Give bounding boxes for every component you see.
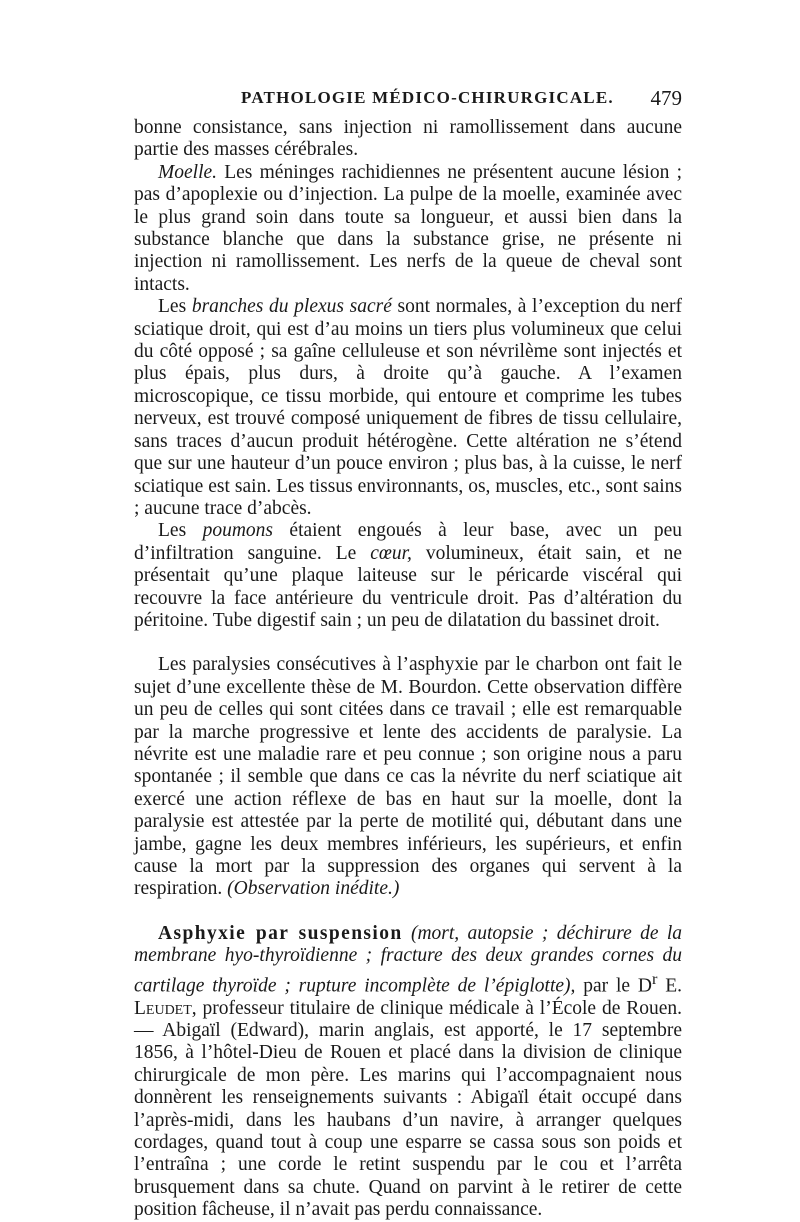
running-header (133, 88, 682, 114)
body-text (134, 117, 682, 1222)
author-name: Leudet (134, 997, 192, 1019)
paragraph-poumons: Les poumons étaient engoués à leur base, avec un peu d’infiltration sanguine. Le cœur, volumineux, était sain, et ne présentait qu’une plaque laiteuse sur le péricarde viscéral qui recouvre la face antérieure du ventricule droit. Pas d’altération du péritoine. Tube digestif sain ; un peu de dilatation du bassinet droit. (134, 520, 683, 631)
section-label-moelle: Moelle. (158, 161, 218, 183)
source-note: (Observation inédite.) (227, 878, 400, 900)
section-label-coeur: cœur, (370, 542, 412, 564)
paragraph-moelle: Moelle. Les méninges rachidiennes ne présentent aucune lésion ; pas d’apoplexie ou d’injection. La pulpe de la moelle, examinée avec le plus grand soin dans toute sa longueur, et aussi bien dans la substance blanche que dans la substance grise, ne présente ni injection ni ramollissement. Les nerfs de la queue de cheval sont intacts. (134, 161, 682, 295)
observation-subtitle: (mort, autopsie ; déchirure de la membrane hyo-thyroïdienne ; fracture des deux grandes cornes du cartilage thyroïde ; rupture incomplète de l’épiglotte), (134, 922, 682, 997)
page-number: 479 (650, 86, 682, 110)
paragraph-observation: Asphyxie par suspension (mort, autopsie ; déchirure de la membrane hyo-thyroïdienne ; fracture des deux grandes cornes du cartilage thyroïde ; rupture incomplète de l’épiglotte), par le $D^r$ E. Leudet, professeur titulaire de clinique médicale à l’École de Rouen. — Abigaïl (Edward), marin anglais, est apporté, le 17 septembre 1856, à l’hôtel-Dieu de Rouen et placé dans la division de clinique chirurgicale de mon père. Les marins qui l’accompagnaient nous donnèrent les renseignements suivants : Abigaïl était occupé dans l’après-midi, dans les haubans d’un navire, à arranger quelques cordages, quand tout à coup une esparre se cassa sous son poids et l’entraîna ; une corde le retint suspendu par le cou et l’arrêta brusquement dans sa chute. Quand on parvint à le retirer de cette position fâcheuse, il n’avait pas perdu connaissance. (134, 922, 682, 1221)
paragraph-commentary: Les paralysies consécutives à l’asphyxie par le charbon ont fait le sujet d’une excellente thèse de M. Bourdon. Cette observation diffère un peu de celles qui sont citées dans ce travail ; elle est remarquable par la marche progressive et lente des accidents de paralysie. La névrite est une maladie rare et peu connue ; son origine nous a paru spontanée ; il semble que dans ce cas la névrite du nerf sciatique ait exercé une action réflexe de bas en haut sur la moelle, dont la paralysie est attestée par la perte de motilité qui, débutant dans une jambe, gagne les deux membres inférieurs, les supérieurs, et enfin cause la mort par la suppression des organes qui servent à la respiration. (Observation inédite.) (134, 654, 682, 900)
running-title: PATHOLOGIE MÉDICO-CHIRURGICALE. (241, 88, 614, 107)
paragraph-continuation: bonne consistance, sans injection ni ramollissement dans aucune partie des masses cérébrales. (134, 117, 682, 161)
section-label-plexus: branches du plexus sacré (191, 296, 392, 318)
observation-heading: Asphyxie par suspension (158, 922, 403, 944)
section-label-poumons: poumons (202, 520, 273, 542)
paragraph-plexus: Les branches du plexus sacré sont normales, à l’exception du nerf sciatique droit, qui est d’au moins un tiers plus volumineux que celui du côté opposé ; sa gaîne celluleuse et son névrilème sont injectés et plus épais, plus durs, à droite qu’à gauche. A l’examen microscopique, ce tissu morbide, qui entoure et comprime les tubes nerveux, est trouvé composé uniquement de fibres de tissu cellulaire, sans traces d’aucun produit hétérogène. Cette altération ne s’étend que sur une hauteur d’un pouce environ ; plus bas, à la cuisse, le nerf sciatique est sain. Les tissus environnants, os, muscles, etc., sont sains ; aucune trace d’abcès. (134, 296, 682, 519)
